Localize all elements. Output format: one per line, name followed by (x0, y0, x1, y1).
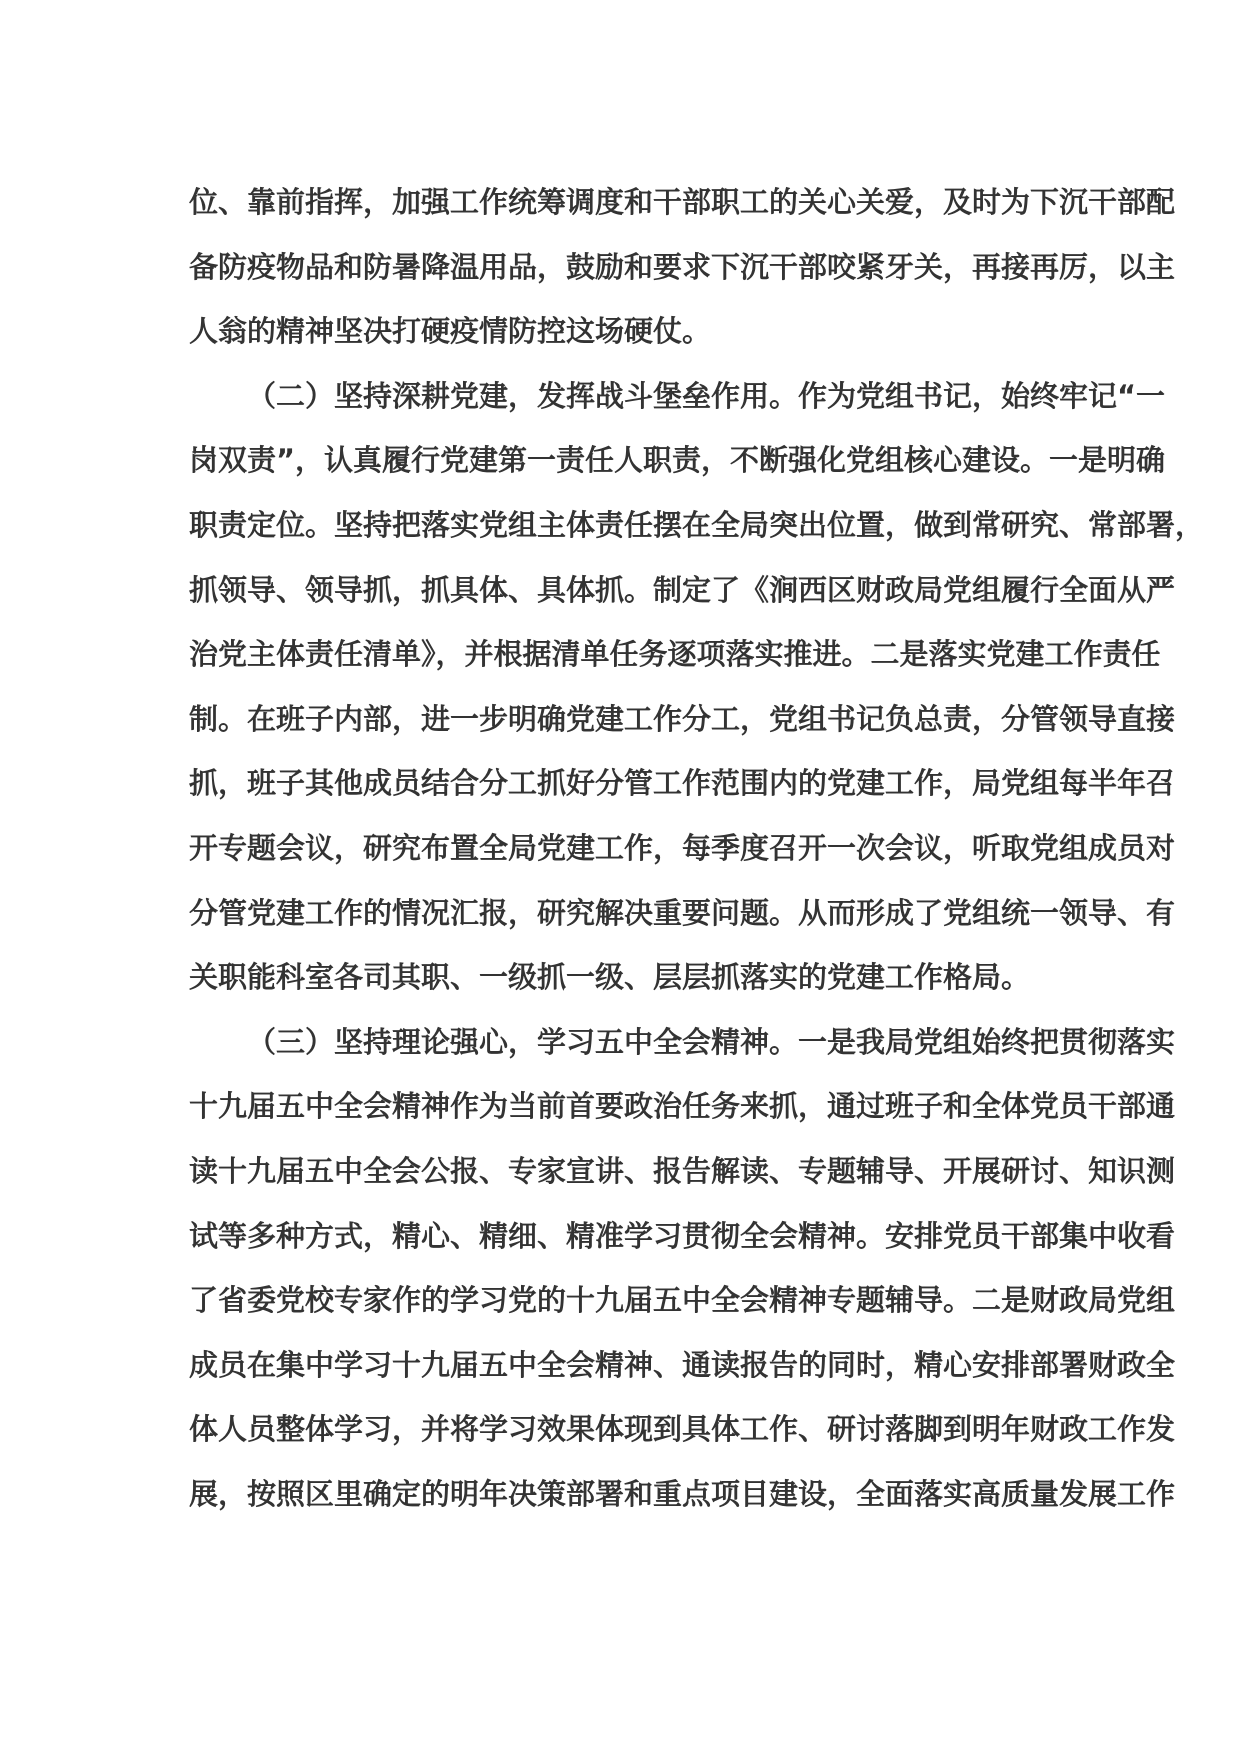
text-line: 了省委党校专家作的学习党的十九届五中全会精神专题辅导。二是财政局党组 (189, 1283, 1176, 1318)
text-line: 位、靠前指挥，加强工作统筹调度和干部职工的关心关爱，及时为下沉干部配 (189, 185, 1176, 219)
text-line: 开专题会议，研究布置全局党建工作，每季度召开一次会议，听取党组成员对 (189, 830, 1176, 865)
paragraph-start-line: （三）坚持理论强心，学习五中全会精神。一是我局党组始终把贯彻落实 (247, 1024, 1176, 1059)
text-line: 十九届五中全会精神作为当前首要政治任务来抓，通过班子和全体党员干部通 (189, 1089, 1176, 1124)
text-line: 人翁的精神坚决打硬疫情防控这场硬仗。 (189, 314, 712, 349)
text-line: 展，按照区里确定的明年决策部署和重点项目建设，全面落实高质量发展工作 (189, 1476, 1176, 1511)
text-line: 治党主体责任清单》，并根据清单任务逐项落实推进。二是落实党建工作责任 (189, 637, 1161, 672)
text-line: 岗双责”，认真履行党建第一责任人职责，不断强化党组核心建设。一是明确 (189, 443, 1166, 478)
text-line: 备防疫物品和防暑降温用品，鼓励和要求下沉干部咬紧牙关，再接再厉，以主 (189, 249, 1176, 284)
text-line: 体人员整体学习，并将学习效果体现到具体工作、研讨落脚到明年财政工作发 (189, 1412, 1176, 1447)
paragraph-start-line: （二）坚持深耕党建，发挥战斗堡垒作用。作为党组书记，始终牢记“一 (247, 378, 1166, 413)
text-line: 分管党建工作的情况汇报，研究解决重要问题。从而形成了党组统一领导、有 (189, 895, 1176, 930)
text-line: 试等多种方式，精心、精细、精准学习贯彻全会精神。安排党员干部集中收看 (189, 1218, 1176, 1253)
text-line: 读十九届五中全会公报、专家宣讲、报告解读、专题辅导、开展研讨、知识测 (189, 1153, 1176, 1188)
body-text (189, 170, 1205, 1526)
text-line: 成员在集中学习十九届五中全会精神、通读报告的同时，精心安排部署财政全 (189, 1347, 1176, 1382)
text-line: 关职能科室各司其职、一级抓一级、层层抓落实的党建工作格局。 (189, 960, 1031, 995)
text-line: 抓领导、领导抓，抓具体、具体抓。制定了《涧西区财政局党组履行全面从严 (189, 572, 1176, 607)
text-line: 职责定位。坚持把落实党组主体责任摆在全局突出位置，做到常研究、常部署， (189, 507, 1205, 542)
text-line: 抓，班子其他成员结合分工抓好分管工作范围内的党建工作，局党组每半年召 (189, 766, 1176, 801)
text-line: 制。在班子内部，进一步明确党建工作分工，党组书记负总责，分管领导直接 (189, 701, 1176, 736)
